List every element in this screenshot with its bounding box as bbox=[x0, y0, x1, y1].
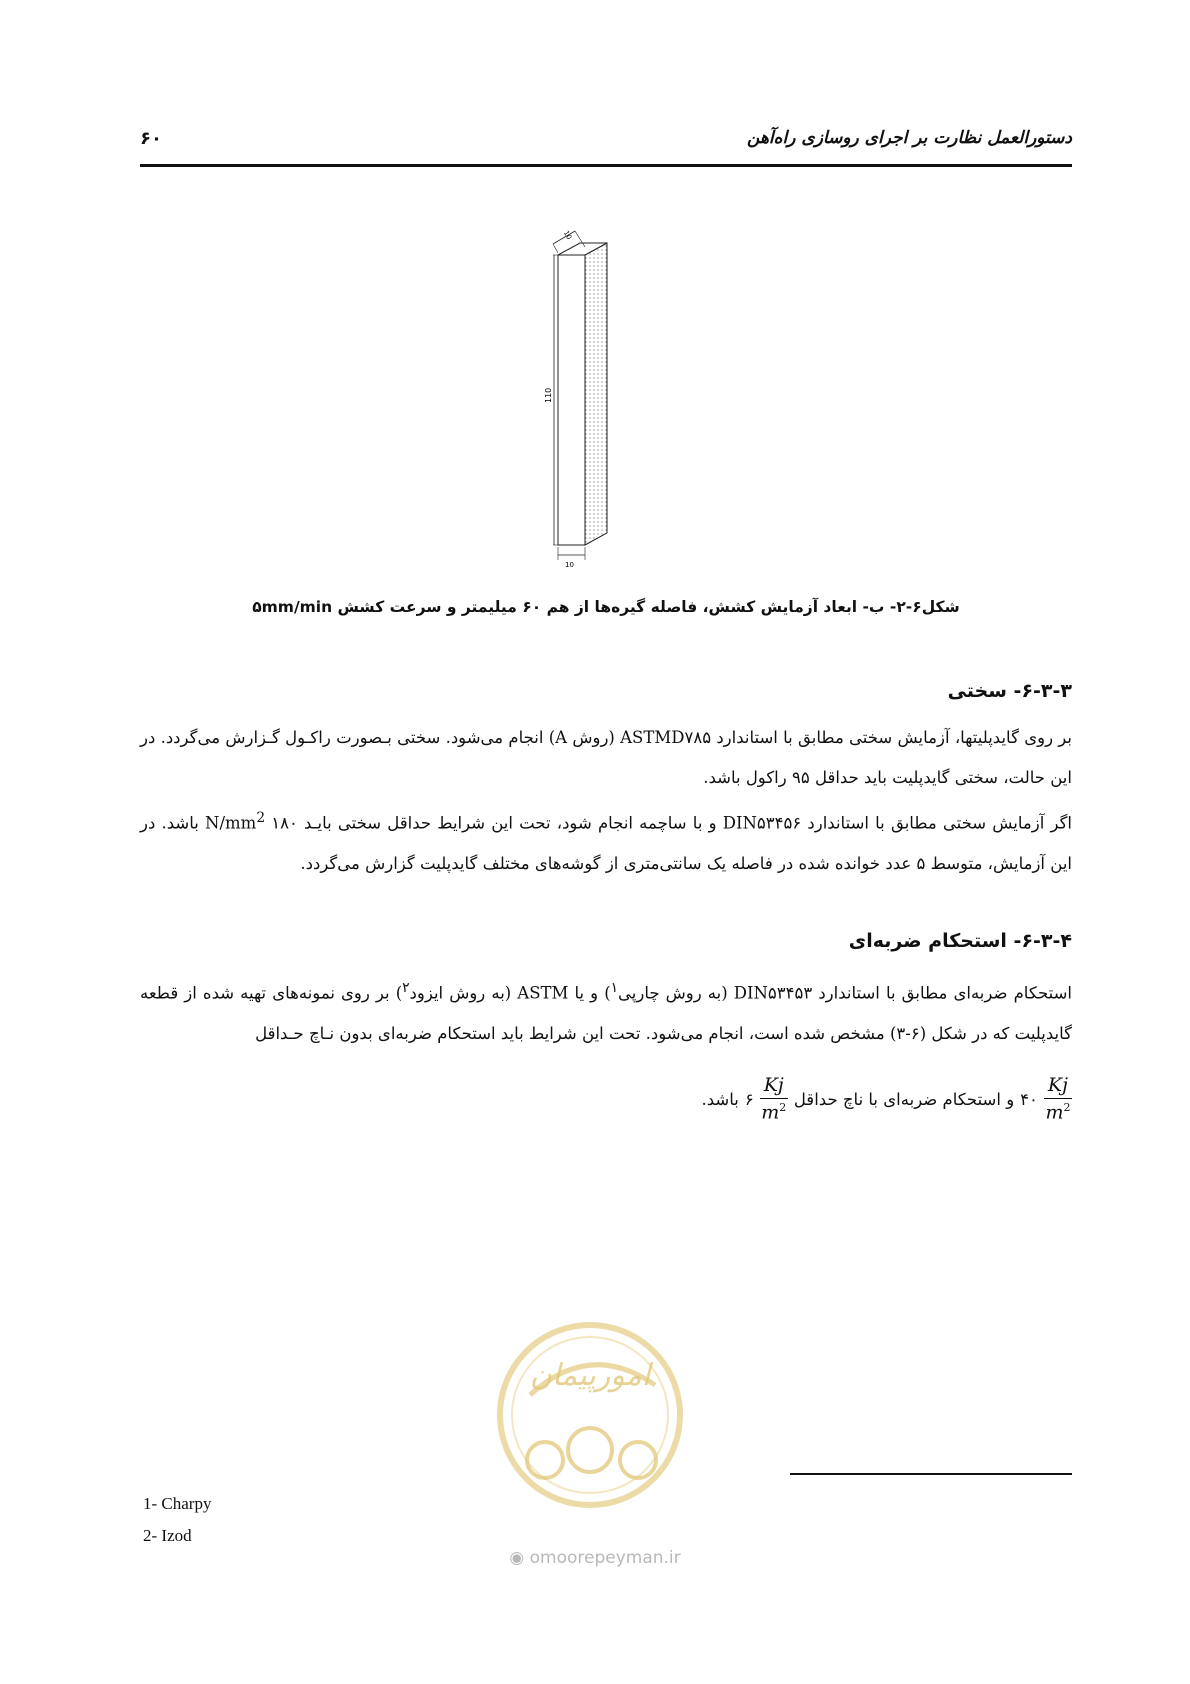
unit-denominator: $m^2$ bbox=[1045, 1101, 1071, 1124]
specimen-drawing bbox=[545, 225, 665, 585]
hardness-paragraph-2 bbox=[140, 798, 1072, 884]
impact-formula-line bbox=[140, 1076, 1072, 1122]
dim-length-label: 110 bbox=[544, 387, 553, 403]
impact-text-end: باشد. bbox=[701, 1089, 739, 1109]
impact-value-unnotched: ۴۰ bbox=[1020, 1089, 1038, 1109]
unit-denominator: $m^2$ bbox=[761, 1101, 787, 1124]
hardness-body bbox=[140, 718, 1072, 884]
impact-part-c: ) بر روی نمونه‌های تهیه شده از قطعه گایدپلیت که در شکل (۶-۳) مشخص شده است، انجام می‌شود. تحت این شرایط باید استحکام ضربه‌ای بدون نـاچ حـداقل bbox=[140, 983, 1072, 1043]
impact-text-mid: و استحکام ضربه‌ای با ناچ حداقل bbox=[793, 1089, 1015, 1109]
footnote-2: 2- Izod bbox=[143, 1526, 192, 1545]
footnote-ref-1: ۱ bbox=[610, 980, 619, 996]
hardness-p2-before: اگر آزمایش سختی مطابق با استاندارد DIN۵۳۴۵۶ و با ساچمه انجام شود، تحت این شرایط حداقل سختی بایـد ۱۸۰ N/mm bbox=[205, 813, 1073, 833]
footnote-1: 1- Charpy bbox=[143, 1494, 212, 1513]
watermark-logo bbox=[490, 1300, 690, 1530]
footnote-ref-2: ۲ bbox=[402, 980, 410, 996]
unit-numerator: Kj bbox=[760, 1076, 788, 1099]
section-heading-impact: ۶-۳-۴- استحکام ضربه‌ای bbox=[848, 930, 1072, 952]
unit-superscript: 2 bbox=[256, 810, 266, 826]
watermark-url: ◉ omoorepeyman.ir bbox=[509, 1548, 681, 1568]
footnotes bbox=[143, 1488, 211, 1552]
watermark-logo-text: امورپیمان bbox=[529, 1358, 651, 1393]
hardness-p2-after: باشد. در این آزمایش، متوسط ۵ عدد خوانده شده در فاصله یک سانتی‌متری از گوشه‌های مختلف گایدپلیت گزارش می‌گردد. bbox=[140, 813, 1072, 873]
impact-part-b: ) و یا ASTM (به روش ایزود bbox=[409, 983, 611, 1003]
page-number: ۶۰ bbox=[140, 128, 162, 149]
dim-top-label: 10 bbox=[561, 229, 574, 242]
section-heading-hardness: ۶-۳-۳- سختی bbox=[947, 680, 1072, 702]
impact-value-notched: ۶ bbox=[744, 1089, 754, 1109]
impact-paragraph bbox=[140, 968, 1072, 1054]
unit-numerator: Kj bbox=[1044, 1076, 1072, 1099]
figure-caption: شکل۶-۲- ب- ابعاد آزمایش کشش، فاصله گیره‌ها از هم ۶۰ میلیمتر و سرعت کشش ۵mm/min bbox=[252, 598, 960, 616]
hardness-paragraph-1: بر روی گایدپلیتها، آزمایش سختی مطابق با استاندارد ASTMD۷۸۵ (روش A) انجام می‌شود. سختی بـصورت راکـول گـزارش می‌گردد. در این حالت، سختی گایدپلیت باید حداقل ۹۵ راکول باشد. bbox=[140, 728, 1073, 787]
impact-body bbox=[140, 968, 1072, 1054]
dim-bottom-label: 10 bbox=[565, 561, 574, 569]
header-divider bbox=[140, 164, 1072, 167]
unit-fraction-2 bbox=[760, 1076, 788, 1122]
footnote-divider bbox=[790, 1473, 1072, 1475]
impact-part-a: استحکام ضربه‌ای مطابق با استاندارد DIN۵۳۴۵۳ (به روش چارپی bbox=[618, 983, 1072, 1003]
running-header-title: دستورالعمل نظارت بر اجرای روسازی راه‌آهن bbox=[747, 128, 1072, 148]
unit-fraction-1 bbox=[1044, 1076, 1072, 1122]
